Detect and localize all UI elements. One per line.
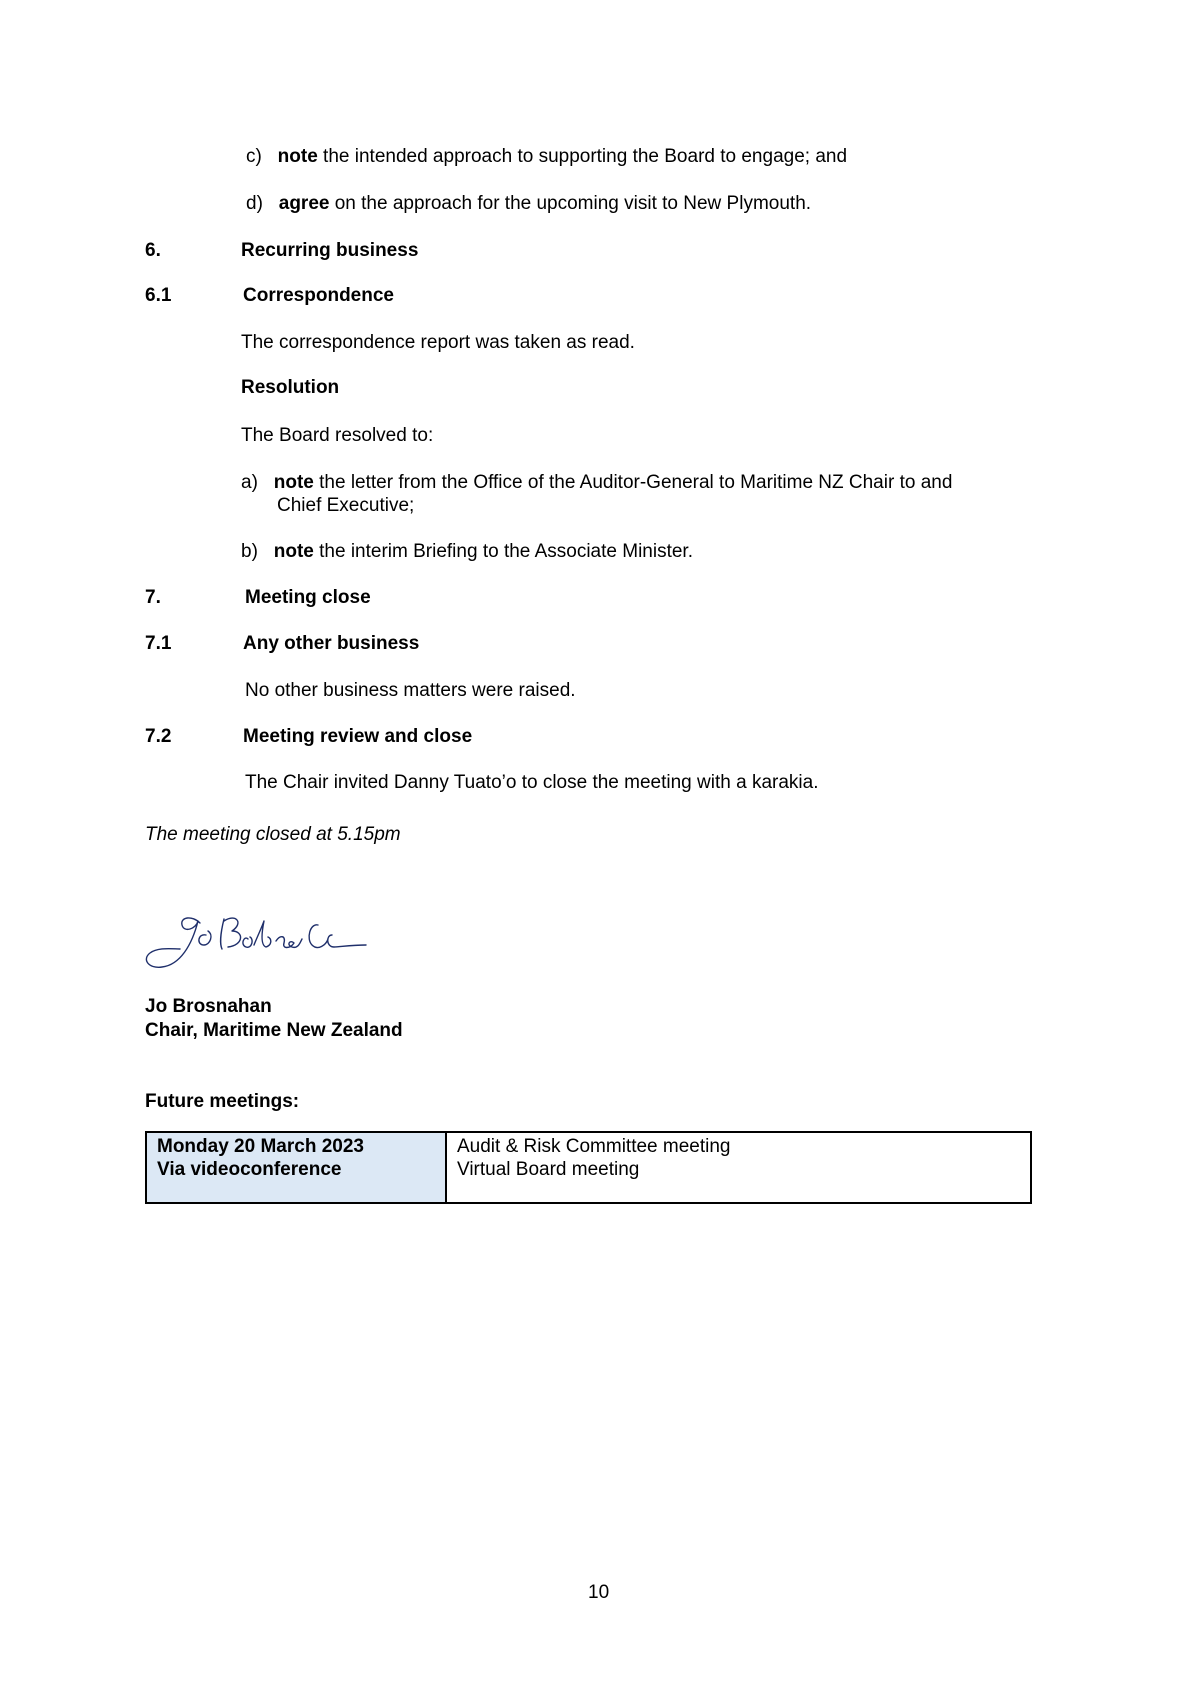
section-number: 6.1 [145,285,172,306]
list-item-c [246,145,847,168]
list-item-b [241,540,693,563]
page-number: 10 [588,1582,610,1603]
paragraph: The correspondence report was taken as read. [241,332,635,353]
list-marker: a) [241,472,258,493]
paragraph: The Chair invited Danny Tuato’o to close the meeting with a karakia. [245,772,819,793]
section-number: 7. [145,587,161,608]
paragraph: No other business matters were raised. [245,680,576,701]
section-title: Meeting review and close [243,726,473,747]
list-marker: d) [246,193,263,214]
list-marker: c) [246,146,262,167]
meeting-type: Audit & Risk Committee meeting [457,1136,731,1157]
list-verb: agree [278,193,330,214]
section-title: Meeting close [245,587,371,608]
list-marker: b) [241,541,258,562]
list-verb: note [273,541,314,562]
section-number: 6. [145,240,161,261]
resolution-heading: Resolution [241,377,340,398]
meeting-date-cell [146,1132,446,1203]
signature [140,905,400,975]
list-item-a [241,471,952,494]
list-text: on the approach for the upcoming visit to New Plymouth. [329,193,812,214]
section-title: Any other business [243,633,420,654]
meeting-type: Virtual Board meeting [457,1159,640,1180]
meeting-type-cell [446,1132,1031,1203]
list-item-d [246,192,811,215]
signatory-name: Jo Brosnahan [145,996,272,1017]
list-verb: note [273,472,314,493]
signatory-role: Chair, Maritime New Zealand [145,1020,403,1041]
paragraph: The Board resolved to: [241,425,434,446]
section-title: Correspondence [243,285,394,306]
future-meetings-table [145,1131,1032,1204]
section-title: Recurring business [241,240,419,261]
section-number: 7.1 [145,633,172,654]
list-text: the letter from the Office of the Auditor-General to Maritime NZ Chair to and [313,472,953,493]
table-row [146,1132,1031,1203]
list-text: the interim Briefing to the Associate Minister. [313,541,693,562]
list-text-continued: Chief Executive; [277,495,415,516]
list-verb: note [277,146,318,167]
section-number: 7.2 [145,726,172,747]
closing-note: The meeting closed at 5.15pm [145,824,401,845]
meeting-date: Monday 20 March 2023 [157,1136,364,1157]
meeting-venue: Via videoconference [157,1159,342,1180]
future-meetings-heading: Future meetings: [145,1091,300,1112]
list-text: the intended approach to supporting the Board to engage; and [317,146,848,167]
